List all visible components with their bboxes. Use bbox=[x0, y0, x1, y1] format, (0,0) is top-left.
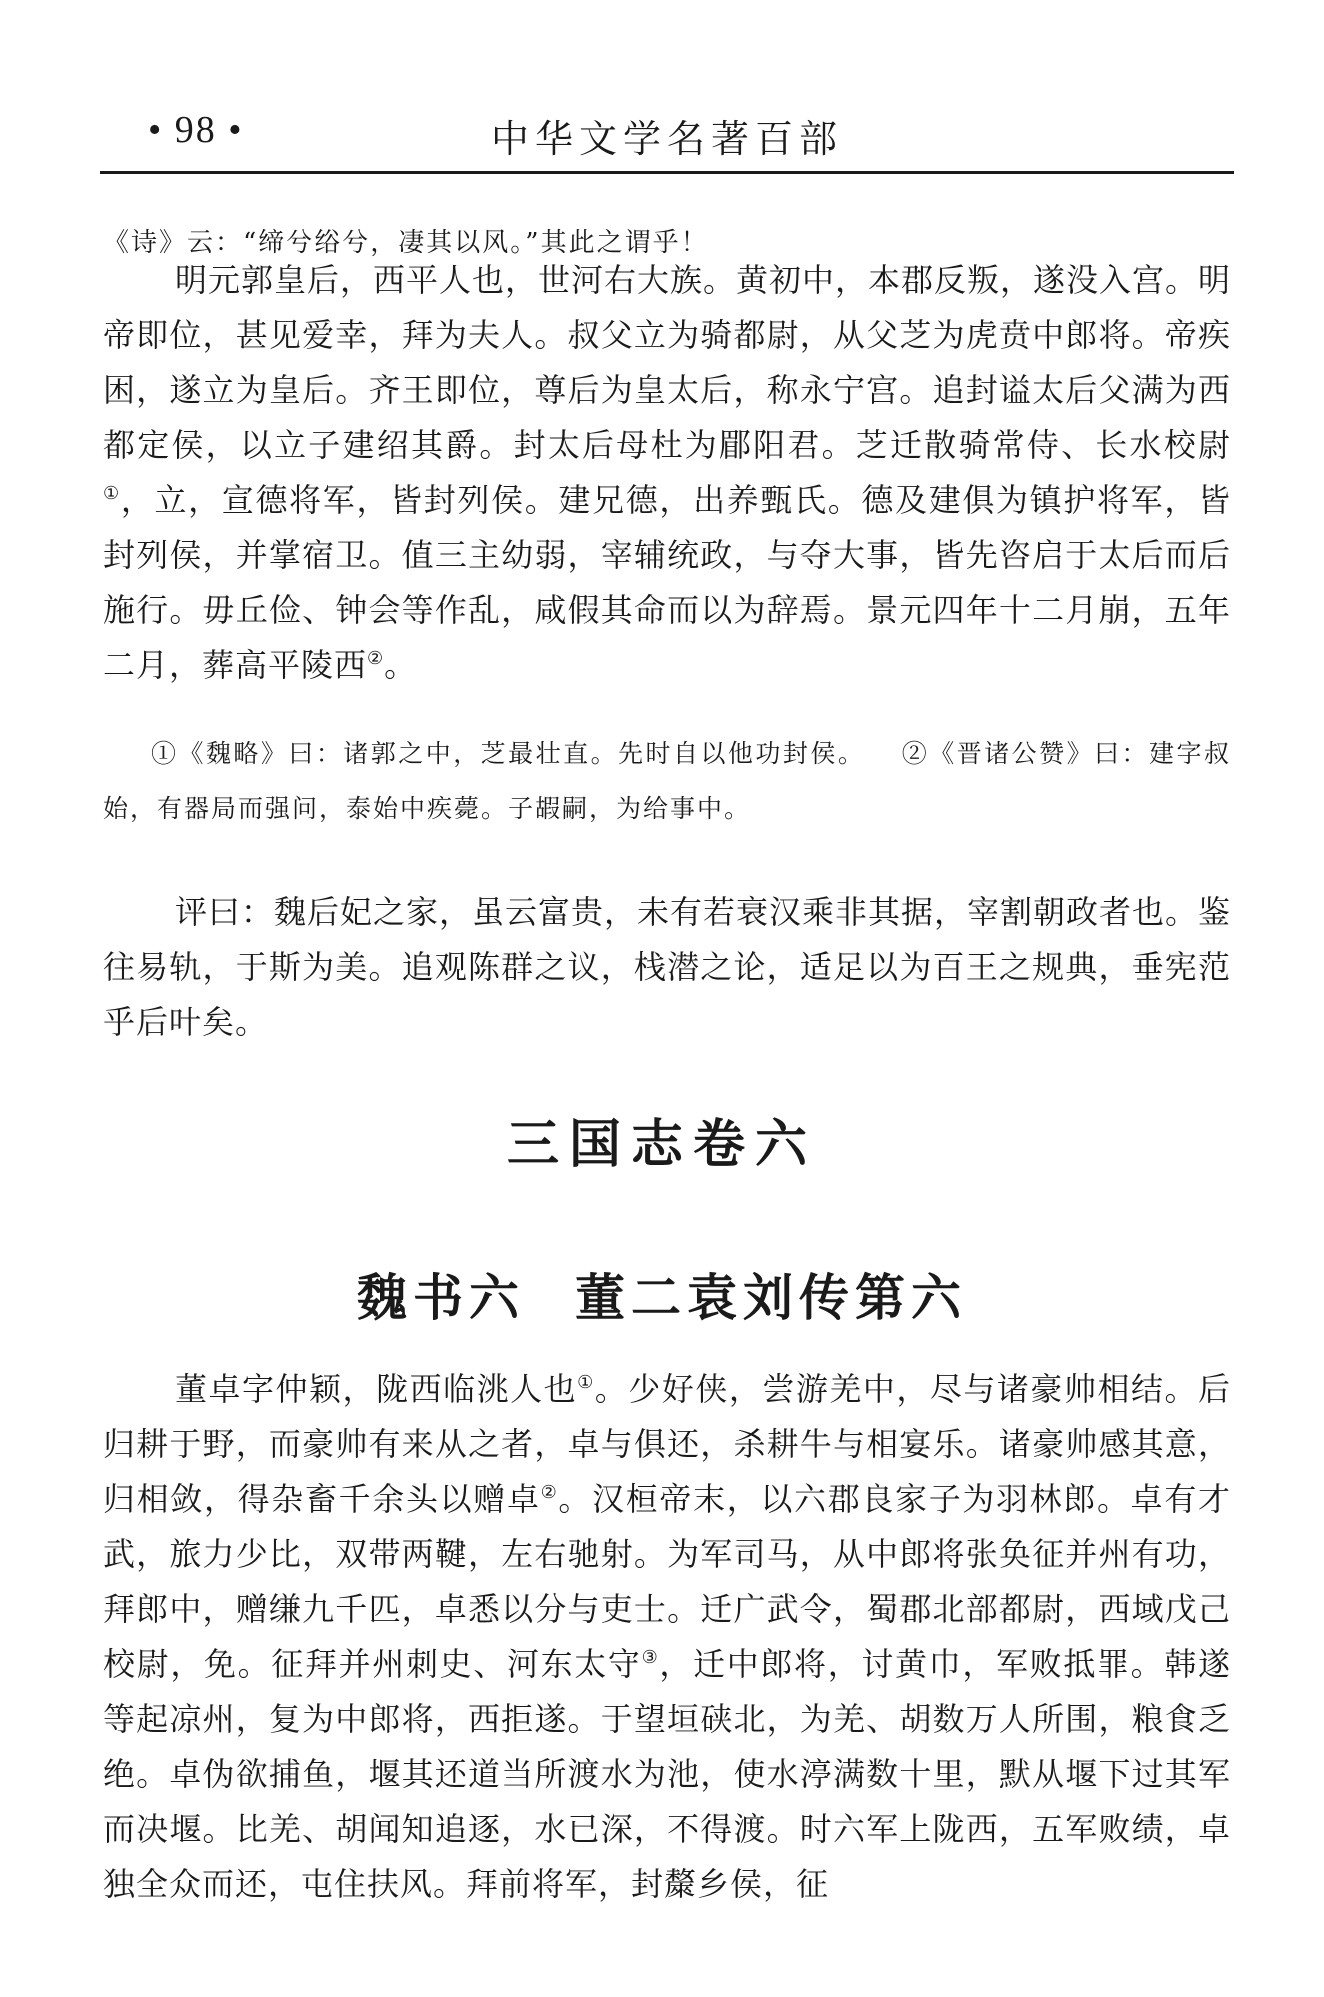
footnotes bbox=[103, 726, 1231, 836]
paragraph-text: 。汉桓帝末，以六郡良家子为羽林郎。卓有才武，旅力少比，双带两鞬，左右驰射。为军司马，从中郎将张奂征并州有功，拜郎中，赠缣九千匹，卓悉以分与吏士。迁广武令，蜀郡北部都尉，西域戊己校尉，免。征拜并州刺史、河东太守 bbox=[103, 1480, 1231, 1683]
footnote-ref: ① bbox=[577, 1372, 595, 1393]
commentary-text: 评曰：魏后妃之家，虽云富贵，未有若衰汉乘非其据，宰割朝政者也。鉴往易轨，于斯为美。追观陈群之议，栈潜之论，适足以为百王之规典，垂宪范乎后叶矣。 bbox=[103, 893, 1232, 1041]
chapter-name: 董二袁刘传第六 bbox=[575, 1269, 967, 1327]
footnote-ref: ① bbox=[103, 483, 121, 504]
paragraph-commentary bbox=[103, 885, 1231, 1050]
page-header bbox=[100, 108, 1234, 172]
footnote-ref: ③ bbox=[641, 1647, 660, 1668]
paragraph-text: 。 bbox=[384, 646, 418, 684]
volume-title: 三国志卷六 bbox=[506, 1115, 817, 1175]
page-number: • 98 • bbox=[148, 109, 244, 151]
header-divider bbox=[100, 171, 1234, 174]
paragraph-text: ，迁中郎将，讨黄巾，军败抵罪。韩遂等起凉州，复为中郎将，西拒遂。于望垣硖北，为羌、胡数万人所围，粮食乏绝。卓伪欲捕鱼，堰其还道当所渡水为池，使水渟满数十里，默从堰下过其军而决堰。比羌、胡闻知追逐，水已深，不得渡。时六军上陇西，五军败绩，卓独全众而还，屯住扶风。拜前将军，封斄乡侯，征 bbox=[103, 1645, 1231, 1903]
poetry-quote: 《诗》云：“缔兮绤兮，凄其以风。”其此之谓乎！ bbox=[103, 228, 709, 258]
chapter-title bbox=[0, 1258, 1324, 1330]
paragraph-dong-zhuo bbox=[103, 1362, 1231, 1912]
paragraph-text: ，立，宣德将军，皆封列侯。建兄德，出养甄氏。德及建俱为镇护将军，皆封列侯，并掌宿卫。值三主幼弱，宰辅统政，与夺大事，皆先咨启于太后而后施行。毋丘俭、钟会等作乱，咸假其命而以为辞焉。景元四年十二月崩，五年二月，葬高平陵西 bbox=[103, 481, 1231, 684]
paragraph-guo-empress bbox=[103, 253, 1231, 693]
footnote-1: ①《魏略》曰：诸郭之中，芝最壮直。先时自以他功封侯。 bbox=[151, 739, 866, 768]
paragraph-text: 。少好侠，尝游羌中，尽与诸豪帅相结。后归耕于野，而豪帅有来从之者，卓与俱还，杀耕牛与相宴乐。诸豪帅感其意，归相敛，得杂畜千余头以赠卓 bbox=[103, 1370, 1231, 1518]
book-title: 中华文学名著百部 bbox=[490, 117, 843, 161]
chapter-book: 魏书六 bbox=[357, 1269, 525, 1327]
footnote-2: ②《晋诸公赞》曰：建字叔始，有器局而强问，泰始中疾薨。子嘏嗣，为给事中。 bbox=[103, 739, 1231, 823]
footnote-ref: ② bbox=[367, 648, 385, 669]
footnote-ref: ② bbox=[540, 1482, 559, 1503]
paragraph-text: 董卓字仲颖，陇西临洮人也 bbox=[175, 1370, 578, 1408]
paragraph-text: 明元郭皇后，西平人也，世河右大族。黄初中，本郡反叛，遂没入宫。明帝即位，甚见爱幸，拜为夫人。叔父立为骑都尉，从父芝为虎贲中郎将。帝疾困，遂立为皇后。齐王即位，尊后为皇太后，称永宁宫。追封谥太后父满为西都定侯，以立子建绍其爵。封太后母杜为郿阳君。芝迁散骑常侍、长水校尉 bbox=[103, 261, 1232, 464]
